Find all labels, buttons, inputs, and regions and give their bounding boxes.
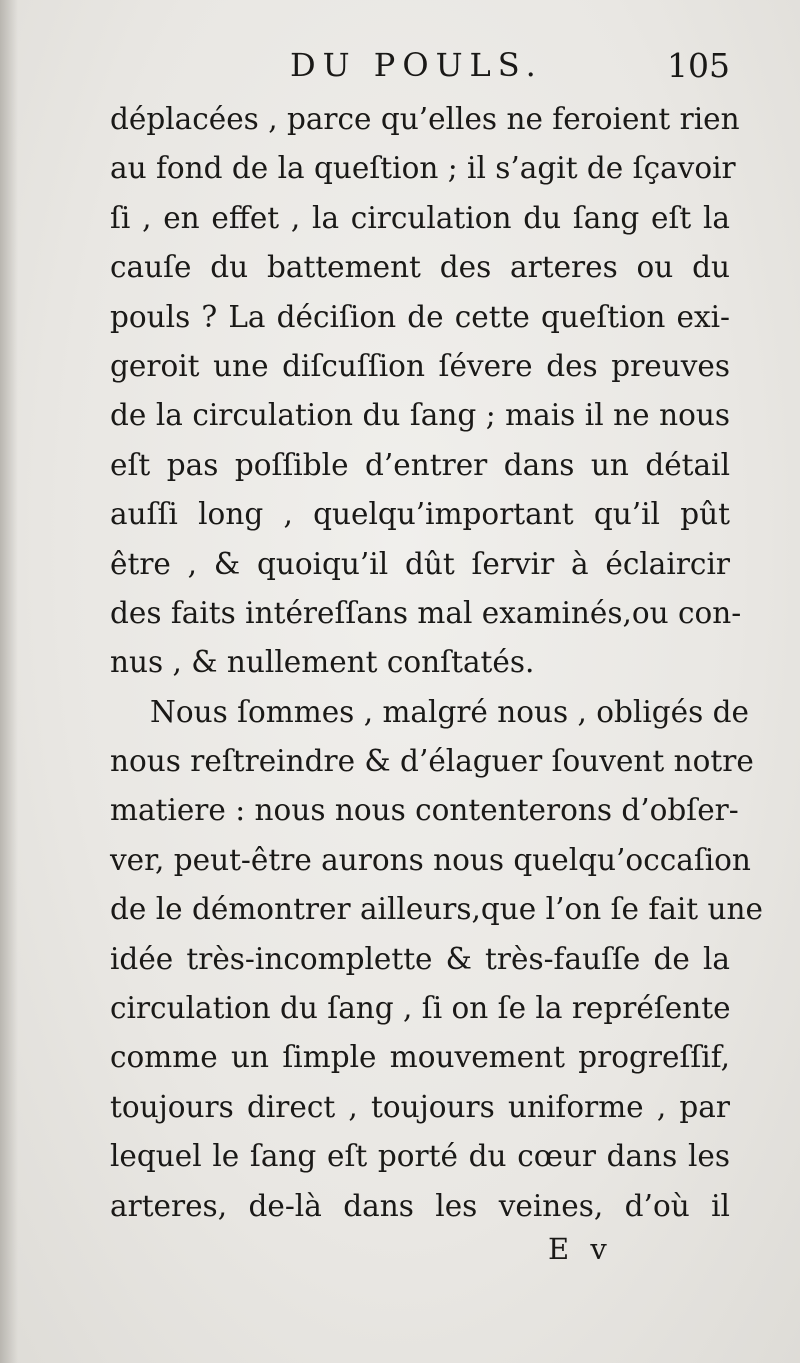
text-line: déplacées , parce qu’elles ne feroient rien xyxy=(110,102,740,136)
paragraph-end-line: nus , & nullement conſtatés. xyxy=(110,645,535,680)
text-line: ver, peut-être aurons nous quelqu’occaſion xyxy=(110,842,751,877)
body-text xyxy=(110,95,763,1231)
text-line: de la circulation du ſang ; mais il ne nous xyxy=(110,398,730,433)
text-line: lequel le ſang eſt porté du cœur dans les xyxy=(110,1139,730,1174)
page-number: 105 xyxy=(667,46,730,85)
text-line: eſt pas poſſible d’entrer dans un détail xyxy=(110,447,730,482)
signature-mark: E v xyxy=(548,1232,613,1266)
text-line: être , & quoiqu’il dût ſervir à éclaircir xyxy=(110,546,730,581)
text-line: geroit une diſcuſſion ſévere des preuves xyxy=(110,348,730,383)
text-line: matiere : nous nous contenterons d’obſer- xyxy=(110,793,739,828)
text-line: arteres, de-là dans les veines, d’où il xyxy=(110,1188,730,1223)
text-line: toujours direct , toujours uniforme , par xyxy=(110,1089,730,1124)
text-line: de le démontrer ailleurs,que l’on ſe fait une xyxy=(110,892,763,927)
text-line: idée très-incomplette & très-fauſſe de la xyxy=(110,941,730,976)
page-edge-shadow xyxy=(0,0,18,1363)
text-line: comme un ſimple mouvement progreſſif, xyxy=(110,1040,730,1075)
text-line: pouls ? La déciſion de cette queſtion exi- xyxy=(110,299,730,334)
text-line: nous reſtreindre & d’élaguer ſouvent notre xyxy=(110,744,754,779)
text-line: auſſi long , quelqu’important qu’il pût xyxy=(110,497,730,532)
text-line: ſi , en effet , la circulation du ſang eſt la xyxy=(110,200,730,235)
text-line: des faits intéreſſans mal examinés,ou con- xyxy=(110,595,742,630)
text-line: cauſe du battement des arteres ou du xyxy=(110,250,730,285)
paragraph-start-line: Nous ſommes , malgré nous , obligés de xyxy=(150,694,750,729)
page-header xyxy=(110,44,730,94)
running-head: DU POULS. xyxy=(290,46,543,84)
text-line: au fond de la queſtion ; il s’agit de ſçavoir xyxy=(110,151,736,186)
text-line: circulation du ſang , ſi on ſe la repréſente xyxy=(110,991,731,1026)
